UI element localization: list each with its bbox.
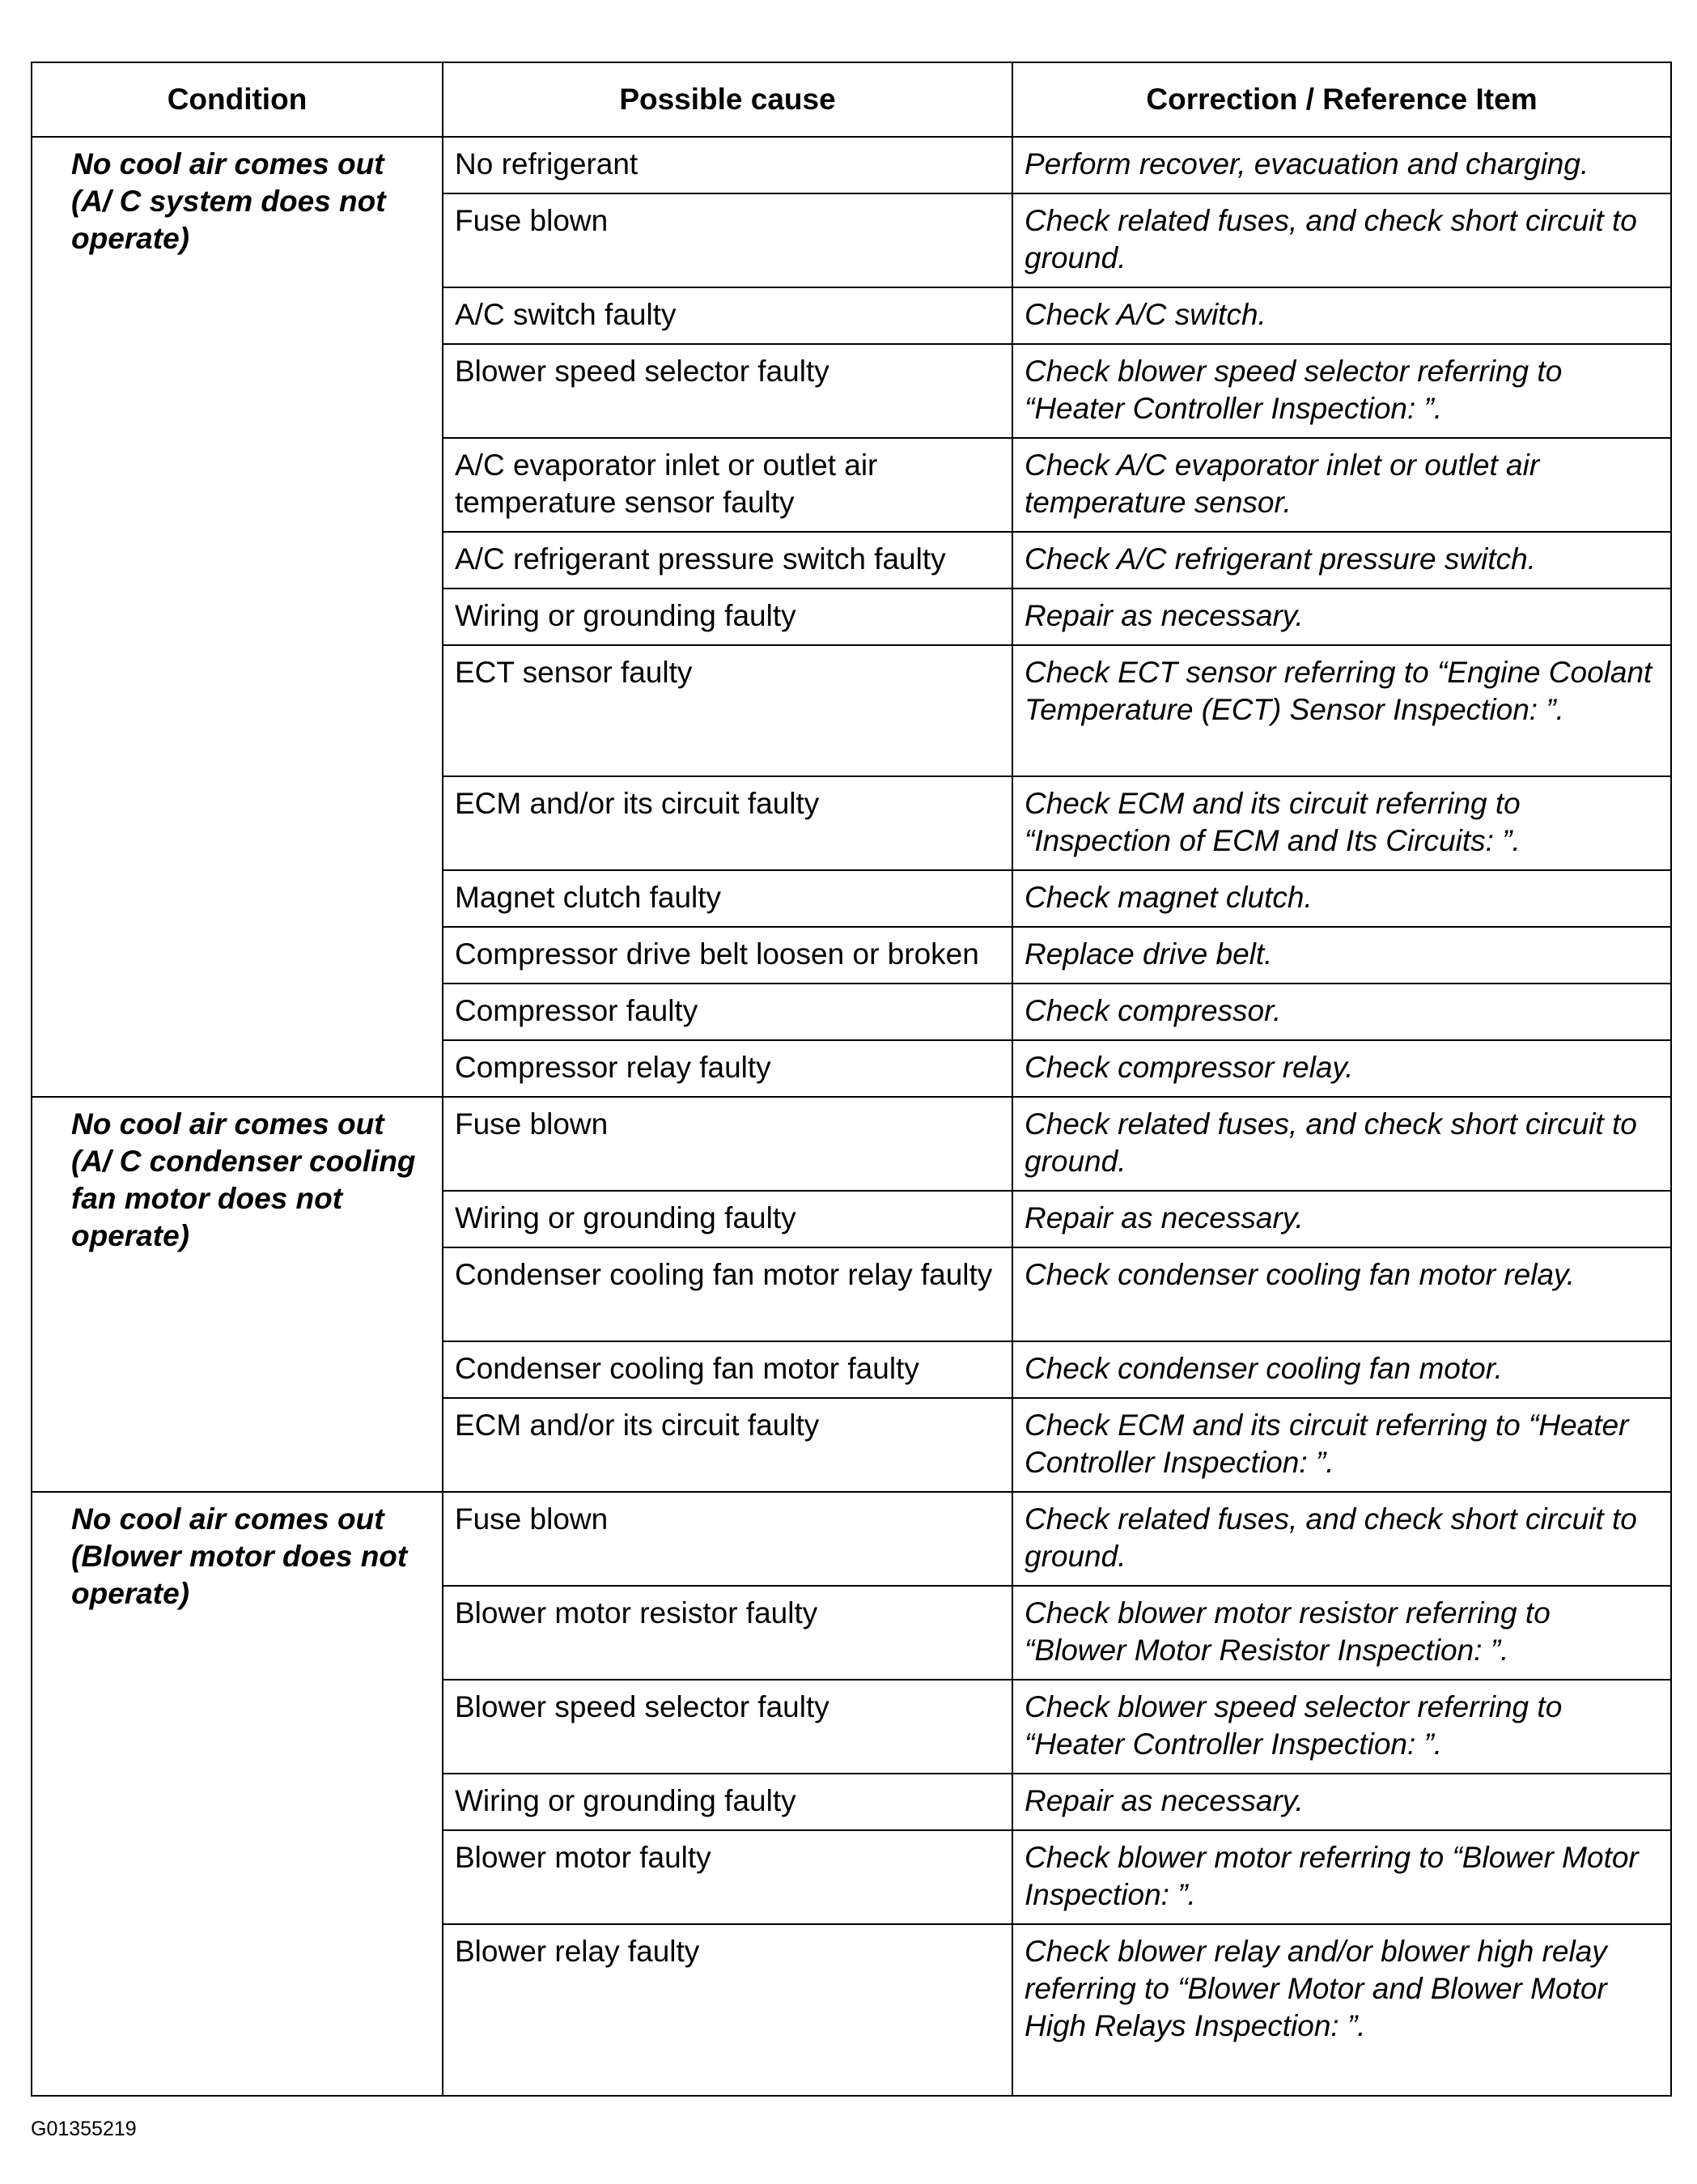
condition-cell: No cool air comes out (A/ C system does not operate) — [32, 137, 443, 1097]
cause-cell: A/C switch faulty — [443, 287, 1012, 344]
cause-cell: Compressor faulty — [443, 984, 1012, 1040]
correction-cell: Replace drive belt. — [1012, 927, 1671, 984]
header-row — [32, 62, 1671, 137]
cause-cell: ECM and/or its circuit faulty — [443, 776, 1012, 870]
correction-cell: Check A/C refrigerant pressure switch. — [1012, 532, 1671, 588]
correction-cell: Check condenser cooling fan motor relay. — [1012, 1247, 1671, 1341]
cause-cell: Wiring or grounding faulty — [443, 1774, 1012, 1830]
cause-cell: No refrigerant — [443, 137, 1012, 193]
correction-cell: Check blower speed selector referring to “Heater Controller Inspection: ”. — [1012, 1680, 1671, 1774]
figure-id: G01355219 — [31, 2118, 137, 2140]
correction-cell: Check A/C evaporator inlet or outlet air temperature sensor. — [1012, 438, 1671, 532]
correction-cell: Check condenser cooling fan motor. — [1012, 1341, 1671, 1398]
correction-cell: Check A/C switch. — [1012, 287, 1671, 344]
correction-cell: Repair as necessary. — [1012, 588, 1671, 645]
correction-cell: Check blower speed selector referring to “Heater Controller Inspection: ”. — [1012, 344, 1671, 438]
cause-cell: Blower motor faulty — [443, 1830, 1012, 1924]
cause-cell: Fuse blown — [443, 1097, 1012, 1191]
correction-cell: Check compressor relay. — [1012, 1040, 1671, 1097]
correction-cell: Check blower relay and/or blower high relay referring to “Blower Motor and Blower Motor High Relays Inspection: ”. — [1012, 1924, 1671, 2096]
header-correction: Correction / Reference Item — [1012, 62, 1671, 137]
cause-cell: Fuse blown — [443, 193, 1012, 287]
cause-cell: Condenser cooling fan motor faulty — [443, 1341, 1012, 1398]
cause-cell: A/C refrigerant pressure switch faulty — [443, 532, 1012, 588]
correction-cell: Check ECT sensor referring to “Engine Coolant Temperature (ECT) Sensor Inspection: ”. — [1012, 645, 1671, 776]
cause-cell: Wiring or grounding faulty — [443, 588, 1012, 645]
correction-cell: Check related fuses, and check short circuit to ground. — [1012, 193, 1671, 287]
correction-cell: Check ECM and its circuit referring to “Heater Controller Inspection: ”. — [1012, 1398, 1671, 1492]
troubleshooting-table — [31, 62, 1672, 2097]
cause-cell: Blower speed selector faulty — [443, 344, 1012, 438]
cause-cell: Blower speed selector faulty — [443, 1680, 1012, 1774]
header-condition: Condition — [32, 62, 443, 137]
correction-cell: Repair as necessary. — [1012, 1774, 1671, 1830]
header-possible-cause: Possible cause — [443, 62, 1012, 137]
cause-cell: ECT sensor faulty — [443, 645, 1012, 776]
cause-cell: Compressor relay faulty — [443, 1040, 1012, 1097]
table-row — [32, 1097, 1671, 1191]
cause-cell: Wiring or grounding faulty — [443, 1191, 1012, 1247]
cause-cell: Blower motor resistor faulty — [443, 1586, 1012, 1680]
cause-cell: Fuse blown — [443, 1492, 1012, 1586]
correction-cell: Perform recover, evacuation and charging. — [1012, 137, 1671, 193]
cause-cell: Magnet clutch faulty — [443, 870, 1012, 927]
cause-cell: Compressor drive belt loosen or broken — [443, 927, 1012, 984]
correction-cell: Check related fuses, and check short circuit to ground. — [1012, 1492, 1671, 1586]
correction-cell: Check blower motor referring to “Blower Motor Inspection: ”. — [1012, 1830, 1671, 1924]
correction-cell: Check blower motor resistor referring to “Blower Motor Resistor Inspection: ”. — [1012, 1586, 1671, 1680]
cause-cell: A/C evaporator inlet or outlet air temperature sensor faulty — [443, 438, 1012, 532]
correction-cell: Check compressor. — [1012, 984, 1671, 1040]
correction-cell: Check related fuses, and check short circuit to ground. — [1012, 1097, 1671, 1191]
condition-cell: No cool air comes out (Blower motor does not operate) — [32, 1492, 443, 2096]
table-row — [32, 137, 1671, 193]
cause-cell: Blower relay faulty — [443, 1924, 1012, 2096]
correction-cell: Repair as necessary. — [1012, 1191, 1671, 1247]
cause-cell: ECM and/or its circuit faulty — [443, 1398, 1012, 1492]
table-row — [32, 1492, 1671, 1586]
cause-cell: Condenser cooling fan motor relay faulty — [443, 1247, 1012, 1341]
condition-cell: No cool air comes out (A/ C condenser cooling fan motor does not operate) — [32, 1097, 443, 1492]
correction-cell: Check magnet clutch. — [1012, 870, 1671, 927]
correction-cell: Check ECM and its circuit referring to “Inspection of ECM and Its Circuits: ”. — [1012, 776, 1671, 870]
